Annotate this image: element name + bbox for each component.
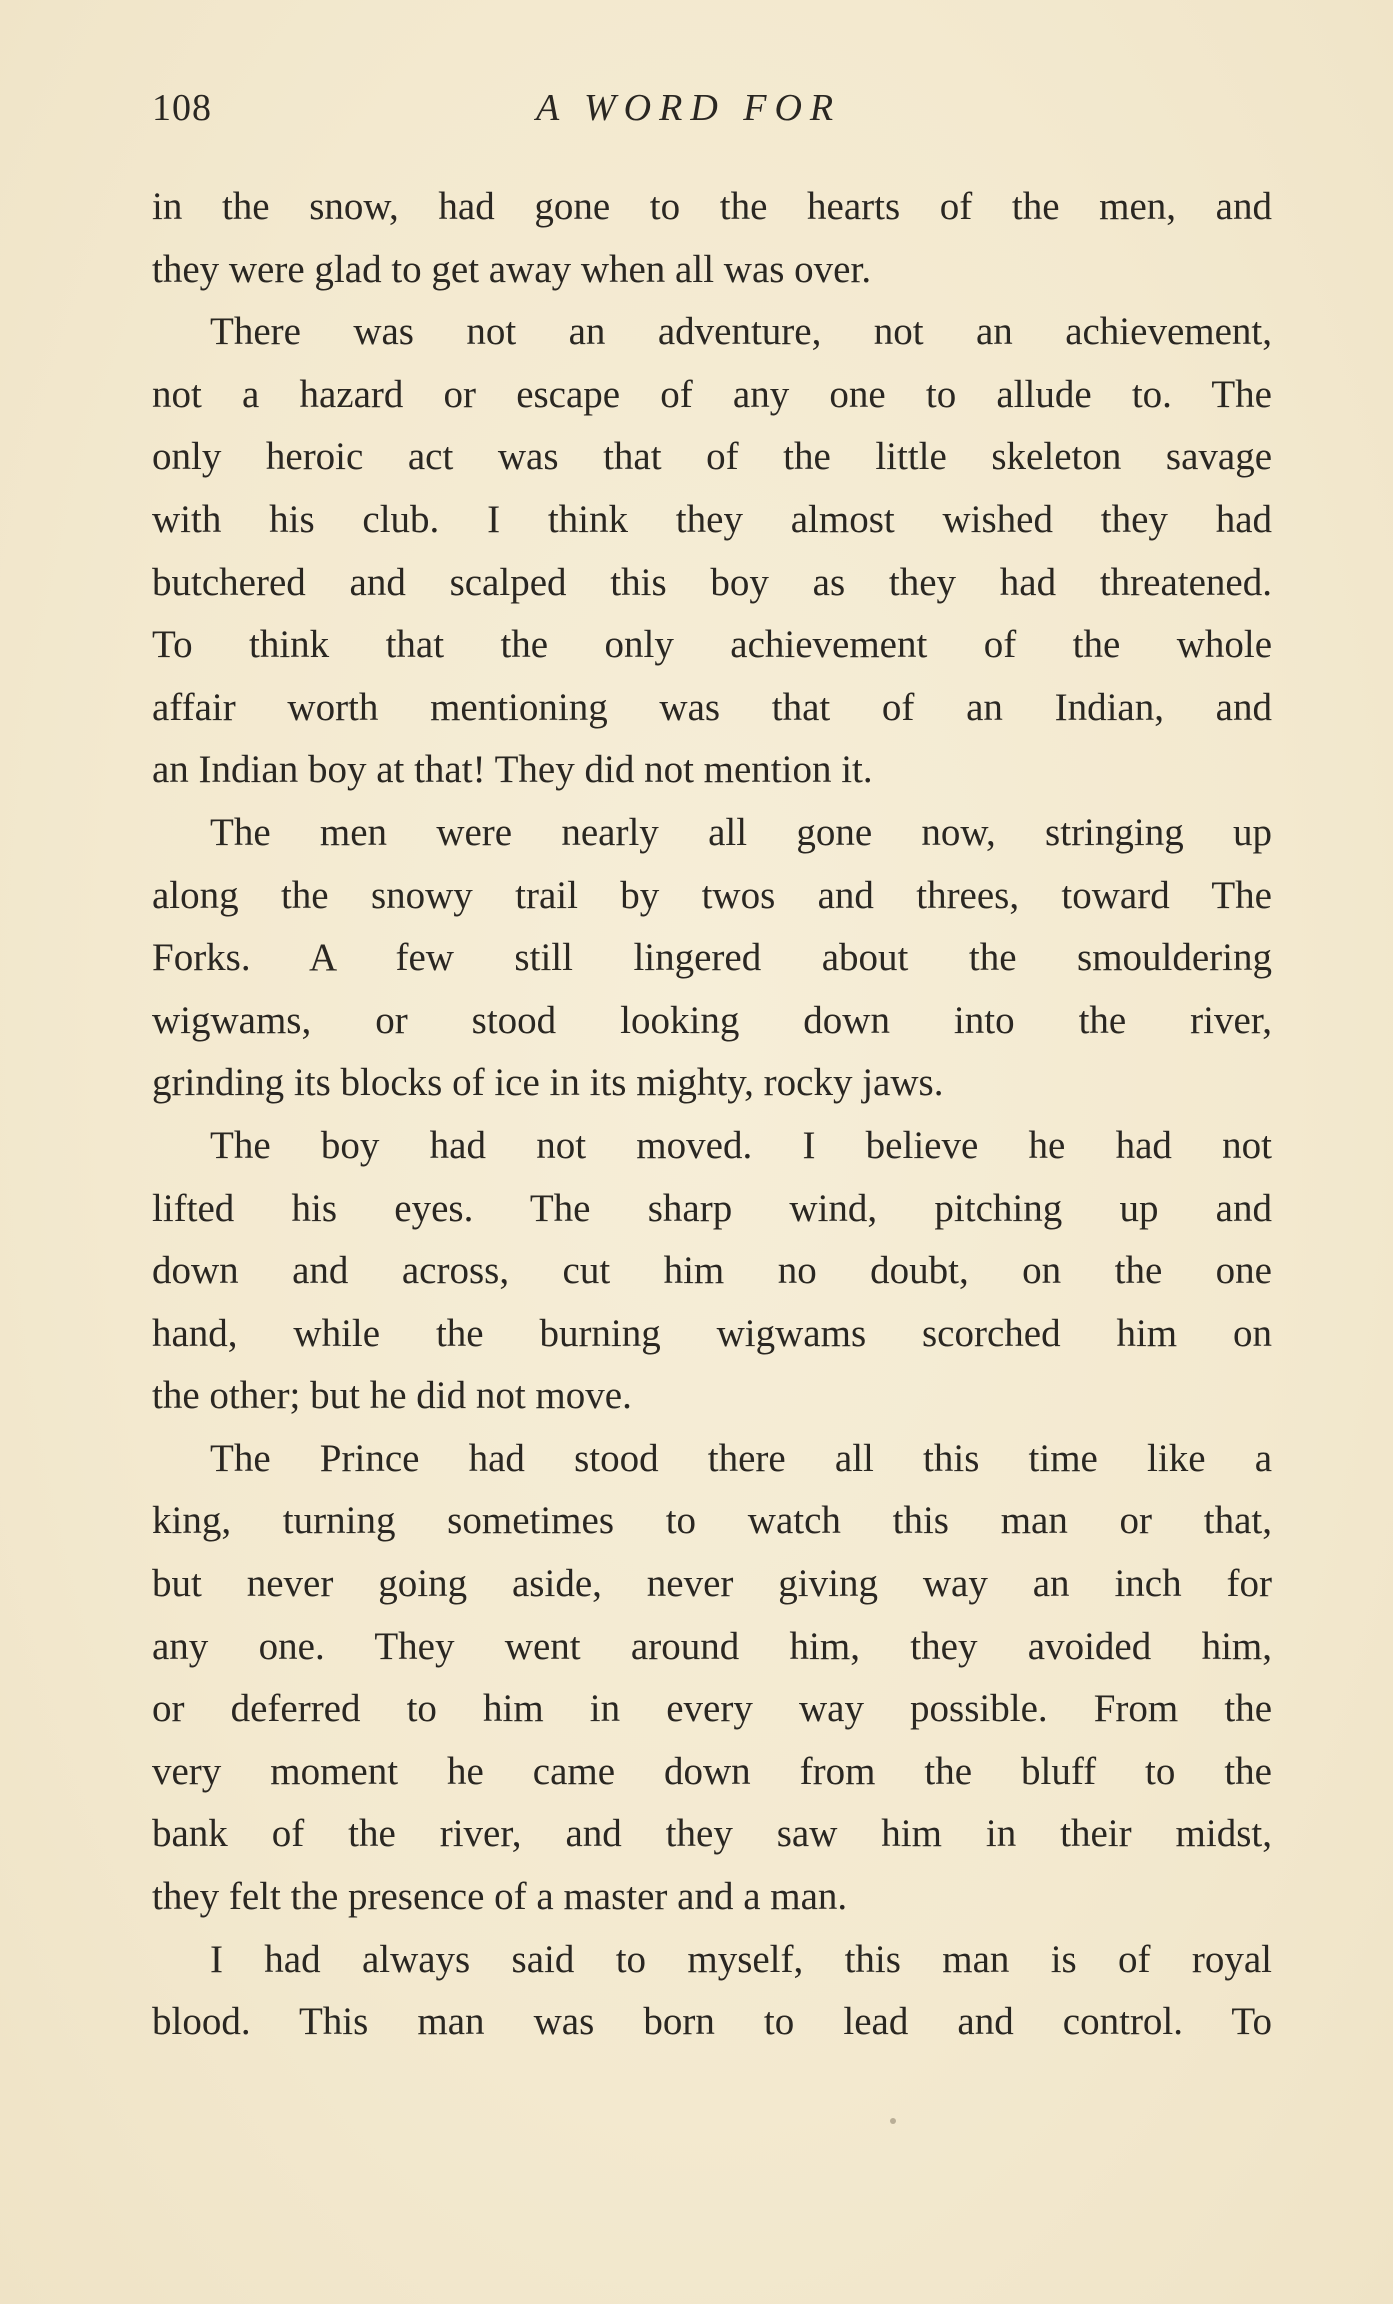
text-line: affair worth mentioning was that of an Indian, and [152,685,1272,729]
text-line: any one. They went around him, they avoided him, [152,1624,1272,1668]
paper-speck [890,2118,896,2124]
text-line: The men were nearly all gone now, stringing up [210,810,1272,854]
text-line: hand, while the burning wigwams scorched him on [152,1311,1272,1355]
text-line: blood. This man was born to lead and control. To [152,2000,1272,2044]
text-line: with his club. I think they almost wished they had [152,497,1272,541]
running-head [152,86,1272,146]
text-line: The Prince had stood there all this time like a [210,1436,1272,1480]
text-line: wigwams, or stood looking down into the river, [152,998,1272,1042]
text-line: or deferred to him in every way possible. From the [152,1687,1272,1731]
text-line: lifted his eyes. The sharp wind, pitching up and [152,1186,1272,1230]
body-text [152,176,1272,2054]
text-line: only heroic act was that of the little skeleton savage [152,435,1272,479]
text-line: Forks. A few still lingered about the smouldering [152,936,1272,980]
text-line: but never going aside, never giving way an inch for [152,1562,1272,1606]
running-title: A WORD FOR [536,87,842,129]
text-line: not a hazard or escape of any one to allude to. The [152,372,1272,416]
text-line: they were glad to get away when all was over. [152,247,872,291]
text-line: butchered and scalped this boy as they had threatened. [152,560,1272,604]
text-line: they felt the presence of a master and a man. [152,1875,848,1919]
text-line: the other; but he did not move. [152,1374,632,1418]
text-line: in the snow, had gone to the hearts of the men, and [152,185,1272,228]
text-line: an Indian boy at that! They did not mention it. [152,748,873,792]
text-line: The boy had not moved. I believe he had not [210,1123,1272,1167]
text-line: king, turning sometimes to watch this man or that, [152,1499,1272,1543]
text-line: bank of the river, and they saw him in their midst, [152,1812,1272,1856]
text-line: down and across, cut him no doubt, on the one [152,1249,1272,1293]
page-number: 108 [152,87,212,129]
text-line: There was not an adventure, not an achievement, [210,310,1272,354]
text-line: along the snowy trail by twos and threes, toward The [152,873,1272,917]
text-line: grinding its blocks of ice in its mighty, rocky jaws. [152,1061,944,1105]
text-line: To think that the only achievement of the whole [152,623,1272,667]
text-line: I had always said to myself, this man is of royal [210,1937,1272,1981]
text-line: very moment he came down from the bluff to the [152,1749,1272,1793]
